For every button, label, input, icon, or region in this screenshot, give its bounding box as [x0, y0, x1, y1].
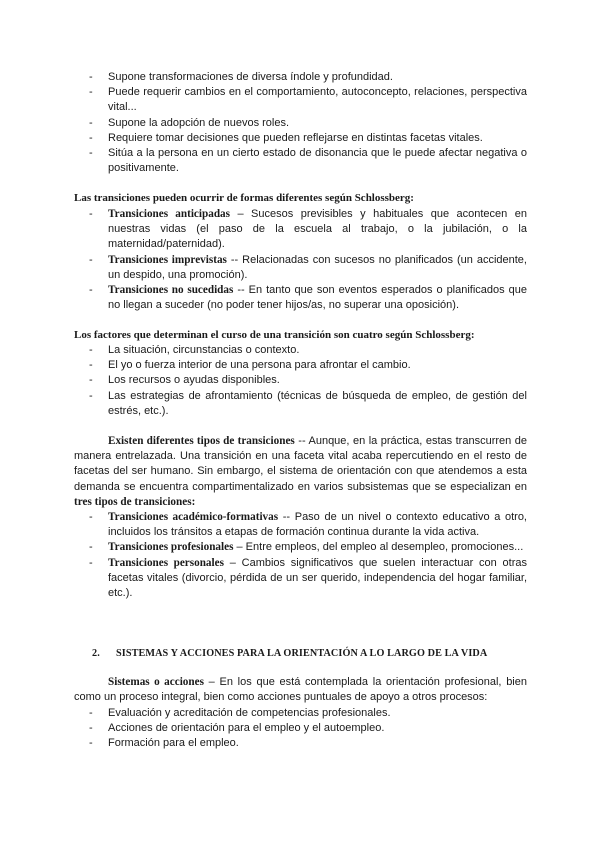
term: Transiciones no sucedidas: [108, 284, 234, 297]
list-item: [0, 510, 600, 540]
systems-lead: Sistemas o acciones: [108, 676, 204, 688]
factors-heading: Los factores que determinan el curso de una transición son cuatro según Schlossberg:: [74, 329, 475, 341]
systems-body: – En los que está contemplada la orientación profesional, bien como un proceso integral, bien como acciones puntuales de apoyo a otros procesos:: [74, 676, 527, 704]
list-item: - Supone transformaciones de diversa índole y profundidad.: [0, 70, 600, 85]
list-item: - Supone la adopción de nuevos roles.: [0, 116, 600, 131]
types-paragraph: [74, 434, 527, 510]
section-number: 2.: [92, 648, 100, 659]
list-item: - La situación, circunstancias o contexto.: [0, 343, 600, 358]
list-item: [0, 207, 600, 253]
list-item: - Las estrategias de afrontamiento (técnicas de búsqueda de empleo, de gestión del estrés, etc.).: [0, 389, 600, 419]
list-item: [0, 556, 600, 602]
intro-list: [0, 70, 600, 176]
term: Transiciones anticipadas: [108, 208, 230, 220]
section-title: [92, 646, 540, 661]
list-item: - Evaluación y acreditación de competencias profesionales.: [0, 706, 600, 721]
types-list: [0, 510, 600, 601]
definition: -- Paso de un nivel o contexto educativo a otro, incluidos los tránsitos a etapas de formación continua durante la vida activa.: [108, 511, 527, 539]
list-item: [0, 283, 600, 313]
list-item: - El yo o fuerza interior de una persona para afrontar el cambio.: [0, 358, 600, 373]
list-item: - Los recursos o ayudas disponibles.: [0, 373, 600, 388]
term: Transiciones académico-formativas: [108, 511, 279, 523]
systems-list: [0, 706, 600, 752]
forms-list: [0, 207, 600, 313]
definition: – Sucesos previsibles y habituales que acontecen en nuestras vidas (el paso de la escuela al trabajo, o la jubilación, o la maternidad/paternidad).: [108, 208, 527, 251]
list-item: [0, 540, 600, 555]
list-item: - Puede requerir cambios en el comportamiento, autoconcepto, relaciones, perspectiva vital...: [0, 85, 600, 115]
systems-paragraph: [74, 675, 527, 705]
list-item: - Sitúa a la persona en un cierto estado de disonancia que le puede afectar negativa o positivamente.: [0, 146, 600, 176]
term: Transiciones imprevistas: [108, 253, 227, 266]
list-item: - Acciones de orientación para el empleo y el autoempleo.: [0, 721, 600, 736]
definition: – Cambios significativos que suelen interactuar con otras facetas vitales (divorcio, pérdida de un ser querido, independencia del hogar familiar, etc.).: [108, 556, 527, 600]
factors-list: [0, 343, 600, 419]
list-item: [0, 253, 600, 283]
types-body: -- Aunque, en la práctica, estas transcurren de manera entrelazada. Una transición en una faceta vital acaba repercutiendo en el resto de facetas del ser humano. Sin embargo, el sistema de orientación con que atendemos a esta demanda se encuentra compartimentalizado en varios subsistemas que se especializan en: [74, 435, 527, 493]
types-lead: Existen diferentes tipos de transiciones: [108, 435, 295, 447]
definition: -- En tanto que son eventos esperados o planificados que no llegan a suceder (no poder tener hijos/as, no superar una oposición).: [108, 284, 527, 312]
list-item: - Requiere tomar decisiones que pueden reflejarse en distintas facetas vitales.: [0, 131, 600, 146]
section-title-text: SISTEMAS Y ACCIONES PARA LA ORIENTACIÓN A LO LARGO DE LA VIDA: [116, 648, 488, 659]
term: Transiciones personales: [108, 556, 224, 569]
list-item: - Formación para el empleo.: [0, 736, 600, 751]
definition: -- Relacionadas con sucesos no planificados (un accidente, un despido, una promoción).: [108, 253, 527, 281]
forms-heading: Las transiciones pueden ocurrir de formas diferentes según Schlossberg:: [74, 192, 414, 204]
term: Transiciones profesionales: [108, 541, 234, 554]
definition: – Entre empleos, del empleo al desempleo, promociones...: [233, 541, 524, 554]
types-tail: tres tipos de transiciones:: [74, 495, 196, 508]
